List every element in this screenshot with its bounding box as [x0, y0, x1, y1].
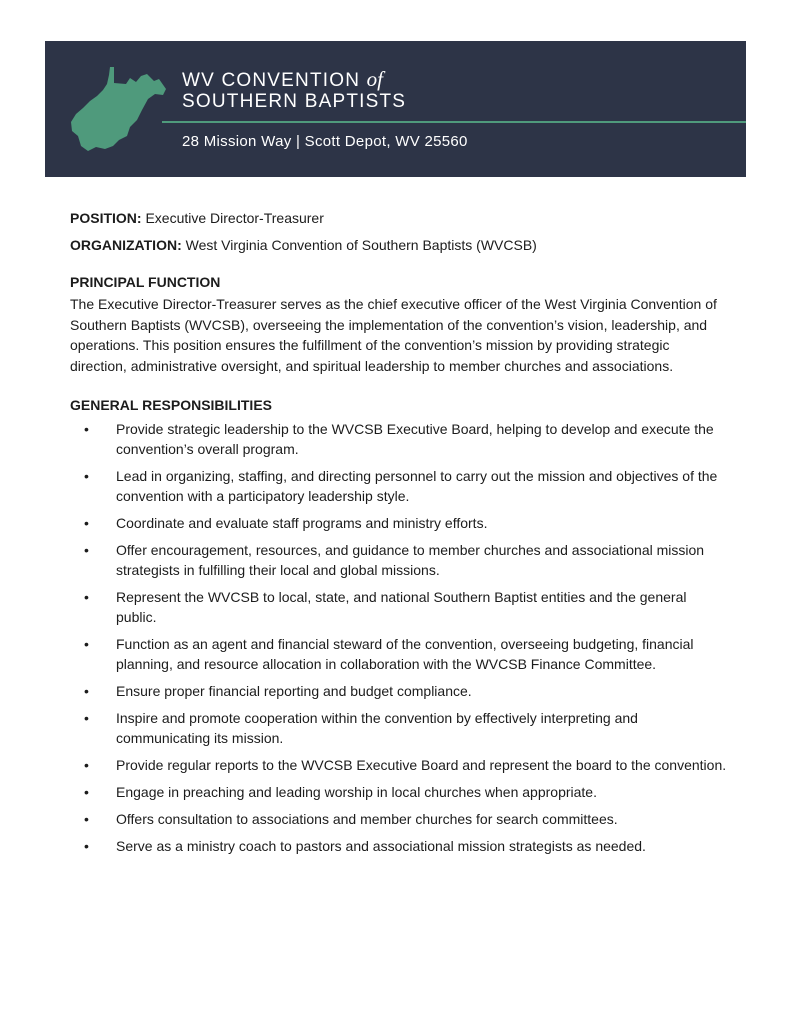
position-value: Executive Director-Treasurer [145, 210, 324, 226]
list-item-text: Offers consultation to associations and member churches for search committees. [116, 811, 618, 827]
principal-function-text: The Executive Director-Treasurer serves as the chief executive officer of the West Virginia Convention of Southern Baptists (WVCSB), overseeing the implementation of the convention’s vision, leadership, and operations. This position ensures the fulfillment of the convention’s mission by providing strategic direction, administrative oversight, and spiritual leadership to member churches and associations. [70, 296, 717, 374]
bullet-icon: • [84, 515, 89, 531]
bullet-icon: • [84, 710, 89, 726]
list-item [70, 809, 730, 829]
header-divider [162, 121, 746, 123]
list-item [70, 836, 730, 856]
list-item-text: Serve as a ministry coach to pastors and associational mission strategists as needed. [116, 838, 646, 854]
organization-address: 28 Mission Way | Scott Depot, WV 25560 [182, 133, 468, 150]
list-item-text: Function as an agent and financial steward of the convention, overseeing budgeting, financial planning, and resource allocation in collaboration with the WVCSB Finance Committee. [116, 636, 694, 672]
bullet-icon: • [84, 811, 89, 827]
general-responsibilities-heading: GENERAL RESPONSIBILITIES [70, 397, 272, 413]
responsibilities-list [70, 419, 730, 856]
list-item-text: Provide regular reports to the WVCSB Executive Board and represent the board to the convention. [116, 757, 727, 773]
list-item-text: Provide strategic leadership to the WVCSB Executive Board, helping to develop and execute the convention’s overall program. [116, 421, 714, 457]
bullet-icon: • [84, 636, 89, 652]
bullet-icon: • [84, 757, 89, 773]
bullet-icon: • [84, 683, 89, 699]
list-item-text: Lead in organizing, staffing, and directing personnel to carry out the mission and objectives of the convention with a participatory leadership style. [116, 468, 718, 504]
list-item [70, 681, 730, 701]
list-item-text: Represent the WVCSB to local, state, and national Southern Baptist entities and the general public. [116, 589, 687, 625]
bullet-icon: • [84, 542, 89, 558]
list-item-text: Coordinate and evaluate staff programs and ministry efforts. [116, 515, 488, 531]
bullet-icon: • [84, 468, 89, 484]
list-item [70, 782, 730, 802]
organization-value: West Virginia Convention of Southern Baptists (WVCSB) [185, 237, 537, 253]
document-body [70, 208, 730, 863]
list-item-text: Offer encouragement, resources, and guidance to member churches and associational mission strategists in fulfilling their local and global missions. [116, 542, 705, 578]
organization-field [70, 235, 730, 255]
position-label: POSITION: [70, 210, 142, 226]
list-item [70, 708, 730, 748]
list-item-text: Ensure proper financial reporting and budget compliance. [116, 683, 472, 699]
bullet-icon: • [84, 838, 89, 854]
organization-name-line1: WV CONVENTION of [182, 67, 383, 91]
org-name-of: of [366, 67, 383, 91]
bullet-icon: • [84, 784, 89, 800]
letterhead-banner [45, 41, 746, 177]
list-item [70, 755, 730, 775]
list-item [70, 634, 730, 674]
bullet-icon: • [84, 589, 89, 605]
list-item [70, 466, 730, 506]
list-item [70, 587, 730, 627]
bullet-icon: • [84, 421, 89, 437]
organization-label: ORGANIZATION: [70, 237, 182, 253]
west-virginia-map-icon [70, 65, 170, 153]
principal-function-heading: PRINCIPAL FUNCTION [70, 274, 221, 290]
list-item [70, 419, 730, 459]
position-field [70, 208, 730, 228]
list-item [70, 540, 730, 580]
list-item-text: Engage in preaching and leading worship in local churches when appropriate. [116, 784, 597, 800]
list-item [70, 513, 730, 533]
list-item-text: Inspire and promote cooperation within the convention by effectively interpreting and communicating its mission. [116, 710, 638, 746]
organization-name-line2: SOUTHERN BAPTISTS [182, 91, 407, 112]
